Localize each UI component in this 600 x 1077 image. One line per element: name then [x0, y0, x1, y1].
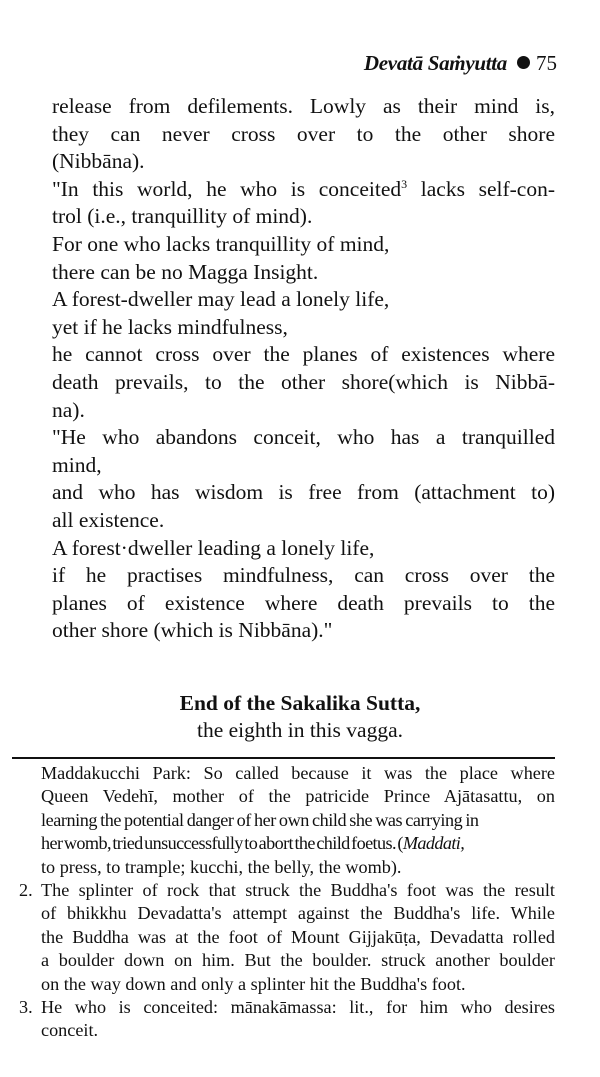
colophon-subtitle: the eighth in this vagga.	[196, 718, 403, 742]
sutta-colophon	[0, 690, 600, 744]
body-line-part: lacks self-con-	[420, 176, 555, 201]
footnote-italic-term: Maddati,	[402, 833, 465, 854]
footnote-number: 2.	[19, 879, 33, 900]
body-line: (Nibbāna).	[52, 149, 145, 174]
footnote-separator	[12, 757, 555, 759]
footnote-line: The splinter of rock that struck the Buddha's foot was the result	[41, 879, 555, 900]
page-number: 75	[536, 51, 557, 75]
footnote-3	[0, 996, 555, 1043]
body-line: "He who abandons conceit, who has a tranquilled	[52, 425, 555, 450]
body-line: trol (i.e., tranquillity of mind).	[52, 204, 313, 229]
footnote-line: to press, to trample; kucchi, the belly, the womb).	[41, 856, 402, 877]
footnote-line-part: her womb, tried unsuccessfully to abort the child foetus. (	[41, 833, 403, 854]
footnote-1	[0, 762, 555, 879]
body-line: other shore (which is Nibbāna)."	[52, 618, 333, 643]
footnote-line: a boulder down on him. But the boulder. struck another boulder	[41, 950, 555, 971]
footnote-line: on the way down and only a splinter hit the Buddha's foot.	[41, 973, 466, 994]
body-line-with-footnote-ref	[52, 176, 555, 204]
body-line: planes of existence where death prevails to the	[52, 590, 555, 615]
colophon-title: End of the Sakalika Sutta,	[179, 691, 421, 715]
bullet-icon	[517, 56, 530, 69]
body-line: all existence.	[52, 507, 165, 532]
footnote-line: of bhikkhu Devadatta's attempt against the Buddha's life. While	[41, 903, 555, 924]
body-line: mind,	[52, 452, 102, 477]
footnote-line: conceit.	[41, 1020, 99, 1041]
footnote-2	[0, 879, 555, 996]
running-head-title: Devatā Saṁyutta	[363, 51, 507, 75]
body-line: A forest·dweller leading a lonely life,	[52, 535, 375, 560]
running-head	[364, 50, 557, 76]
footnote-line: Maddakucchi Park: So called because it was the place where	[41, 763, 555, 783]
body-line: A forest-dweller may lead a lonely life,	[52, 287, 390, 312]
footnote-line: He who is conceited: mānakāmassa: lit., for him who desires	[41, 996, 555, 1017]
footnote-line: Queen Vedehī, mother of the patricide Prince Ajātasattu, on	[41, 786, 555, 807]
body-line: he cannot cross over the planes of existences where	[52, 342, 555, 367]
body-text	[52, 93, 555, 645]
body-line: yet if he lacks mindfulness,	[52, 314, 288, 339]
footnote-line: learning the potential danger of her own child she was carrying in	[41, 809, 479, 830]
body-line: if he practises mindfulness, can cross over the	[52, 563, 555, 588]
body-line: na).	[52, 397, 85, 422]
footnotes	[0, 762, 600, 1043]
body-line: and who has wisdom is free from (attachment to)	[52, 480, 555, 505]
footnote-ref[interactable]: 3	[401, 176, 408, 191]
body-line: they can never cross over to the other shore	[52, 121, 555, 146]
footnote-number: 3.	[19, 996, 33, 1017]
body-line: For one who lacks tranquillity of mind,	[52, 231, 390, 256]
body-line: there can be no Magga Insight.	[52, 259, 319, 284]
body-line: death prevails, to the other shore(which is Nibbā-	[52, 369, 555, 394]
footnote-line-with-italic	[41, 832, 555, 855]
footnote-line: the Buddha was at the foot of Mount Gijjakūṭa, Devadatta rolled	[41, 926, 555, 947]
body-line: release from defilements. Lowly as their mind is,	[52, 94, 555, 118]
body-line-part: "In this world, he who is conceited	[52, 176, 402, 201]
